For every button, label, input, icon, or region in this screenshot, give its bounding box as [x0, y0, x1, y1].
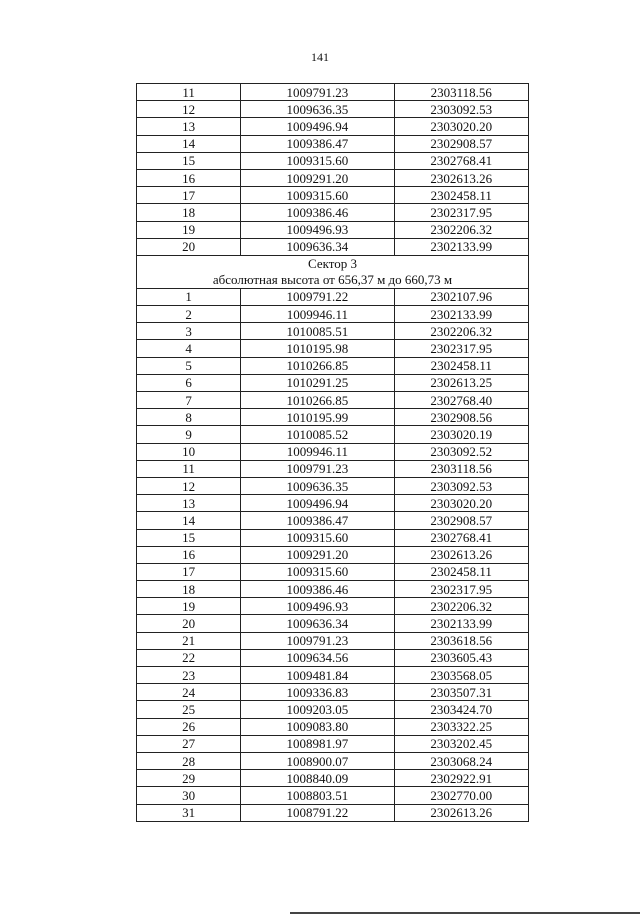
x-coordinate-cell: 1009636.34 [241, 238, 394, 255]
table-row [137, 598, 529, 615]
x-coordinate-cell: 1009386.47 [241, 135, 394, 152]
y-coordinate-cell: 2302770.00 [394, 787, 528, 804]
x-coordinate-cell: 1009946.11 [241, 306, 394, 323]
x-coordinate-cell: 1009315.60 [241, 563, 394, 580]
y-coordinate-cell: 2303605.43 [394, 649, 528, 666]
point-number-cell: 13 [137, 118, 241, 135]
point-number-cell: 23 [137, 667, 241, 684]
point-number-cell: 14 [137, 512, 241, 529]
point-number-cell: 10 [137, 443, 241, 460]
point-number-cell: 17 [137, 563, 241, 580]
x-coordinate-cell: 1009634.56 [241, 649, 394, 666]
table-row [137, 323, 529, 340]
point-number-cell: 21 [137, 632, 241, 649]
point-number-cell: 9 [137, 426, 241, 443]
table-row [137, 169, 529, 186]
point-number-cell: 3 [137, 323, 241, 340]
y-coordinate-cell: 2302107.96 [394, 288, 528, 305]
y-coordinate-cell: 2302133.99 [394, 238, 528, 255]
table-row [137, 495, 529, 512]
x-coordinate-cell: 1009791.23 [241, 460, 394, 477]
x-coordinate-cell: 1009203.05 [241, 701, 394, 718]
y-coordinate-cell: 2303020.20 [394, 118, 528, 135]
x-coordinate-cell: 1009083.80 [241, 718, 394, 735]
point-number-cell: 19 [137, 598, 241, 615]
y-coordinate-cell: 2303020.19 [394, 426, 528, 443]
x-coordinate-cell: 1010291.25 [241, 374, 394, 391]
point-number-cell: 15 [137, 529, 241, 546]
x-coordinate-cell: 1009291.20 [241, 546, 394, 563]
coordinates-table [136, 83, 529, 822]
table-row [137, 288, 529, 305]
table-row [137, 409, 529, 426]
y-coordinate-cell: 2303118.56 [394, 84, 528, 101]
rows-after-sector [137, 288, 529, 821]
point-number-cell: 27 [137, 735, 241, 752]
point-number-cell: 30 [137, 787, 241, 804]
table-row [137, 340, 529, 357]
page-number: 141 [311, 50, 329, 64]
point-number-cell: 12 [137, 477, 241, 494]
point-number-cell: 5 [137, 357, 241, 374]
y-coordinate-cell: 2302613.26 [394, 169, 528, 186]
y-coordinate-cell: 2302768.40 [394, 392, 528, 409]
y-coordinate-cell: 2303092.53 [394, 101, 528, 118]
point-number-cell: 29 [137, 770, 241, 787]
y-coordinate-cell: 2302908.57 [394, 135, 528, 152]
x-coordinate-cell: 1008840.09 [241, 770, 394, 787]
point-number-cell: 17 [137, 187, 241, 204]
table-row [137, 649, 529, 666]
point-number-cell: 20 [137, 615, 241, 632]
y-coordinate-cell: 2302908.57 [394, 512, 528, 529]
x-coordinate-cell: 1009315.60 [241, 152, 394, 169]
scan-edge-line [290, 912, 640, 914]
x-coordinate-cell: 1008900.07 [241, 752, 394, 769]
point-number-cell: 11 [137, 84, 241, 101]
table-row [137, 667, 529, 684]
point-number-cell: 14 [137, 135, 241, 152]
x-coordinate-cell: 1009386.46 [241, 204, 394, 221]
point-number-cell: 6 [137, 374, 241, 391]
x-coordinate-cell: 1009315.60 [241, 529, 394, 546]
table-row [137, 392, 529, 409]
table-row [137, 84, 529, 101]
y-coordinate-cell: 2303322.25 [394, 718, 528, 735]
table-row [137, 101, 529, 118]
point-number-cell: 19 [137, 221, 241, 238]
point-number-cell: 13 [137, 495, 241, 512]
table-row [137, 770, 529, 787]
table-row [137, 426, 529, 443]
table-row [137, 581, 529, 598]
y-coordinate-cell: 2303118.56 [394, 460, 528, 477]
point-number-cell: 22 [137, 649, 241, 666]
table-row [137, 460, 529, 477]
sector-title: Сектор 3 [307, 255, 357, 271]
y-coordinate-cell: 2302206.32 [394, 598, 528, 615]
y-coordinate-cell: 2302133.99 [394, 306, 528, 323]
rows-before-sector [137, 84, 529, 256]
y-coordinate-cell: 2302613.25 [394, 374, 528, 391]
x-coordinate-cell: 1009315.60 [241, 187, 394, 204]
x-coordinate-cell: 1009496.94 [241, 118, 394, 135]
table-row [137, 477, 529, 494]
y-coordinate-cell: 2302613.26 [394, 804, 528, 821]
table-row [137, 529, 529, 546]
table-row [137, 718, 529, 735]
y-coordinate-cell: 2303568.05 [394, 667, 528, 684]
table-row [137, 221, 529, 238]
table-row [137, 374, 529, 391]
y-coordinate-cell: 2303092.53 [394, 477, 528, 494]
point-number-cell: 15 [137, 152, 241, 169]
y-coordinate-cell: 2302768.41 [394, 529, 528, 546]
y-coordinate-cell: 2302317.95 [394, 340, 528, 357]
y-coordinate-cell: 2303618.56 [394, 632, 528, 649]
x-coordinate-cell: 1009636.35 [241, 477, 394, 494]
table-row [137, 187, 529, 204]
point-number-cell: 16 [137, 546, 241, 563]
point-number-cell: 12 [137, 101, 241, 118]
x-coordinate-cell: 1009386.46 [241, 581, 394, 598]
table-row [137, 204, 529, 221]
table-row [137, 443, 529, 460]
y-coordinate-cell: 2302206.32 [394, 221, 528, 238]
x-coordinate-cell: 1010085.51 [241, 323, 394, 340]
x-coordinate-cell: 1009791.23 [241, 84, 394, 101]
table-row [137, 684, 529, 701]
table-row [137, 152, 529, 169]
table-row [137, 735, 529, 752]
point-number-cell: 25 [137, 701, 241, 718]
y-coordinate-cell: 2303068.24 [394, 752, 528, 769]
y-coordinate-cell: 2302768.41 [394, 152, 528, 169]
point-number-cell: 8 [137, 409, 241, 426]
y-coordinate-cell: 2302133.99 [394, 615, 528, 632]
table-row [137, 238, 529, 255]
x-coordinate-cell: 1008981.97 [241, 735, 394, 752]
x-coordinate-cell: 1009636.35 [241, 101, 394, 118]
table-row [137, 135, 529, 152]
point-number-cell: 18 [137, 204, 241, 221]
table-row [137, 546, 529, 563]
y-coordinate-cell: 2303202.45 [394, 735, 528, 752]
point-number-cell: 28 [137, 752, 241, 769]
table-row [137, 512, 529, 529]
x-coordinate-cell: 1010266.85 [241, 357, 394, 374]
table-row [137, 563, 529, 580]
sector-header-group [137, 255, 529, 288]
x-coordinate-cell: 1010195.98 [241, 340, 394, 357]
sector-header-row [137, 255, 529, 288]
table-row [137, 357, 529, 374]
x-coordinate-cell: 1009291.20 [241, 169, 394, 186]
y-coordinate-cell: 2303424.70 [394, 701, 528, 718]
table-row [137, 615, 529, 632]
y-coordinate-cell: 2302922.91 [394, 770, 528, 787]
point-number-cell: 31 [137, 804, 241, 821]
y-coordinate-cell: 2302206.32 [394, 323, 528, 340]
point-number-cell: 26 [137, 718, 241, 735]
x-coordinate-cell: 1010266.85 [241, 392, 394, 409]
x-coordinate-cell: 1009496.94 [241, 495, 394, 512]
y-coordinate-cell: 2302458.11 [394, 563, 528, 580]
x-coordinate-cell: 1009946.11 [241, 443, 394, 460]
x-coordinate-cell: 1009336.83 [241, 684, 394, 701]
point-number-cell: 2 [137, 306, 241, 323]
point-number-cell: 24 [137, 684, 241, 701]
point-number-cell: 20 [137, 238, 241, 255]
x-coordinate-cell: 1009791.23 [241, 632, 394, 649]
x-coordinate-cell: 1009481.84 [241, 667, 394, 684]
y-coordinate-cell: 2303092.52 [394, 443, 528, 460]
x-coordinate-cell: 1008791.22 [241, 804, 394, 821]
sector-header-cell [137, 255, 529, 288]
table-row [137, 118, 529, 135]
point-number-cell: 1 [137, 288, 241, 305]
table-row [137, 701, 529, 718]
y-coordinate-cell: 2302458.11 [394, 187, 528, 204]
x-coordinate-cell: 1010085.52 [241, 426, 394, 443]
x-coordinate-cell: 1010195.99 [241, 409, 394, 426]
table-row [137, 752, 529, 769]
point-number-cell: 4 [137, 340, 241, 357]
x-coordinate-cell: 1009496.93 [241, 221, 394, 238]
table-row [137, 804, 529, 821]
point-number-cell: 18 [137, 581, 241, 598]
y-coordinate-cell: 2302458.11 [394, 357, 528, 374]
y-coordinate-cell: 2302317.95 [394, 581, 528, 598]
table-row [137, 787, 529, 804]
x-coordinate-cell: 1008803.51 [241, 787, 394, 804]
table-row [137, 306, 529, 323]
x-coordinate-cell: 1009791.22 [241, 288, 394, 305]
sector-subtitle: абсолютная высота от 656,37 м до 660,73 м [212, 271, 453, 287]
y-coordinate-cell: 2303020.20 [394, 495, 528, 512]
y-coordinate-cell: 2303507.31 [394, 684, 528, 701]
y-coordinate-cell: 2302908.56 [394, 409, 528, 426]
x-coordinate-cell: 1009496.93 [241, 598, 394, 615]
point-number-cell: 11 [137, 460, 241, 477]
table-row [137, 632, 529, 649]
y-coordinate-cell: 2302613.26 [394, 546, 528, 563]
y-coordinate-cell: 2302317.95 [394, 204, 528, 221]
x-coordinate-cell: 1009636.34 [241, 615, 394, 632]
point-number-cell: 16 [137, 169, 241, 186]
x-coordinate-cell: 1009386.47 [241, 512, 394, 529]
point-number-cell: 7 [137, 392, 241, 409]
